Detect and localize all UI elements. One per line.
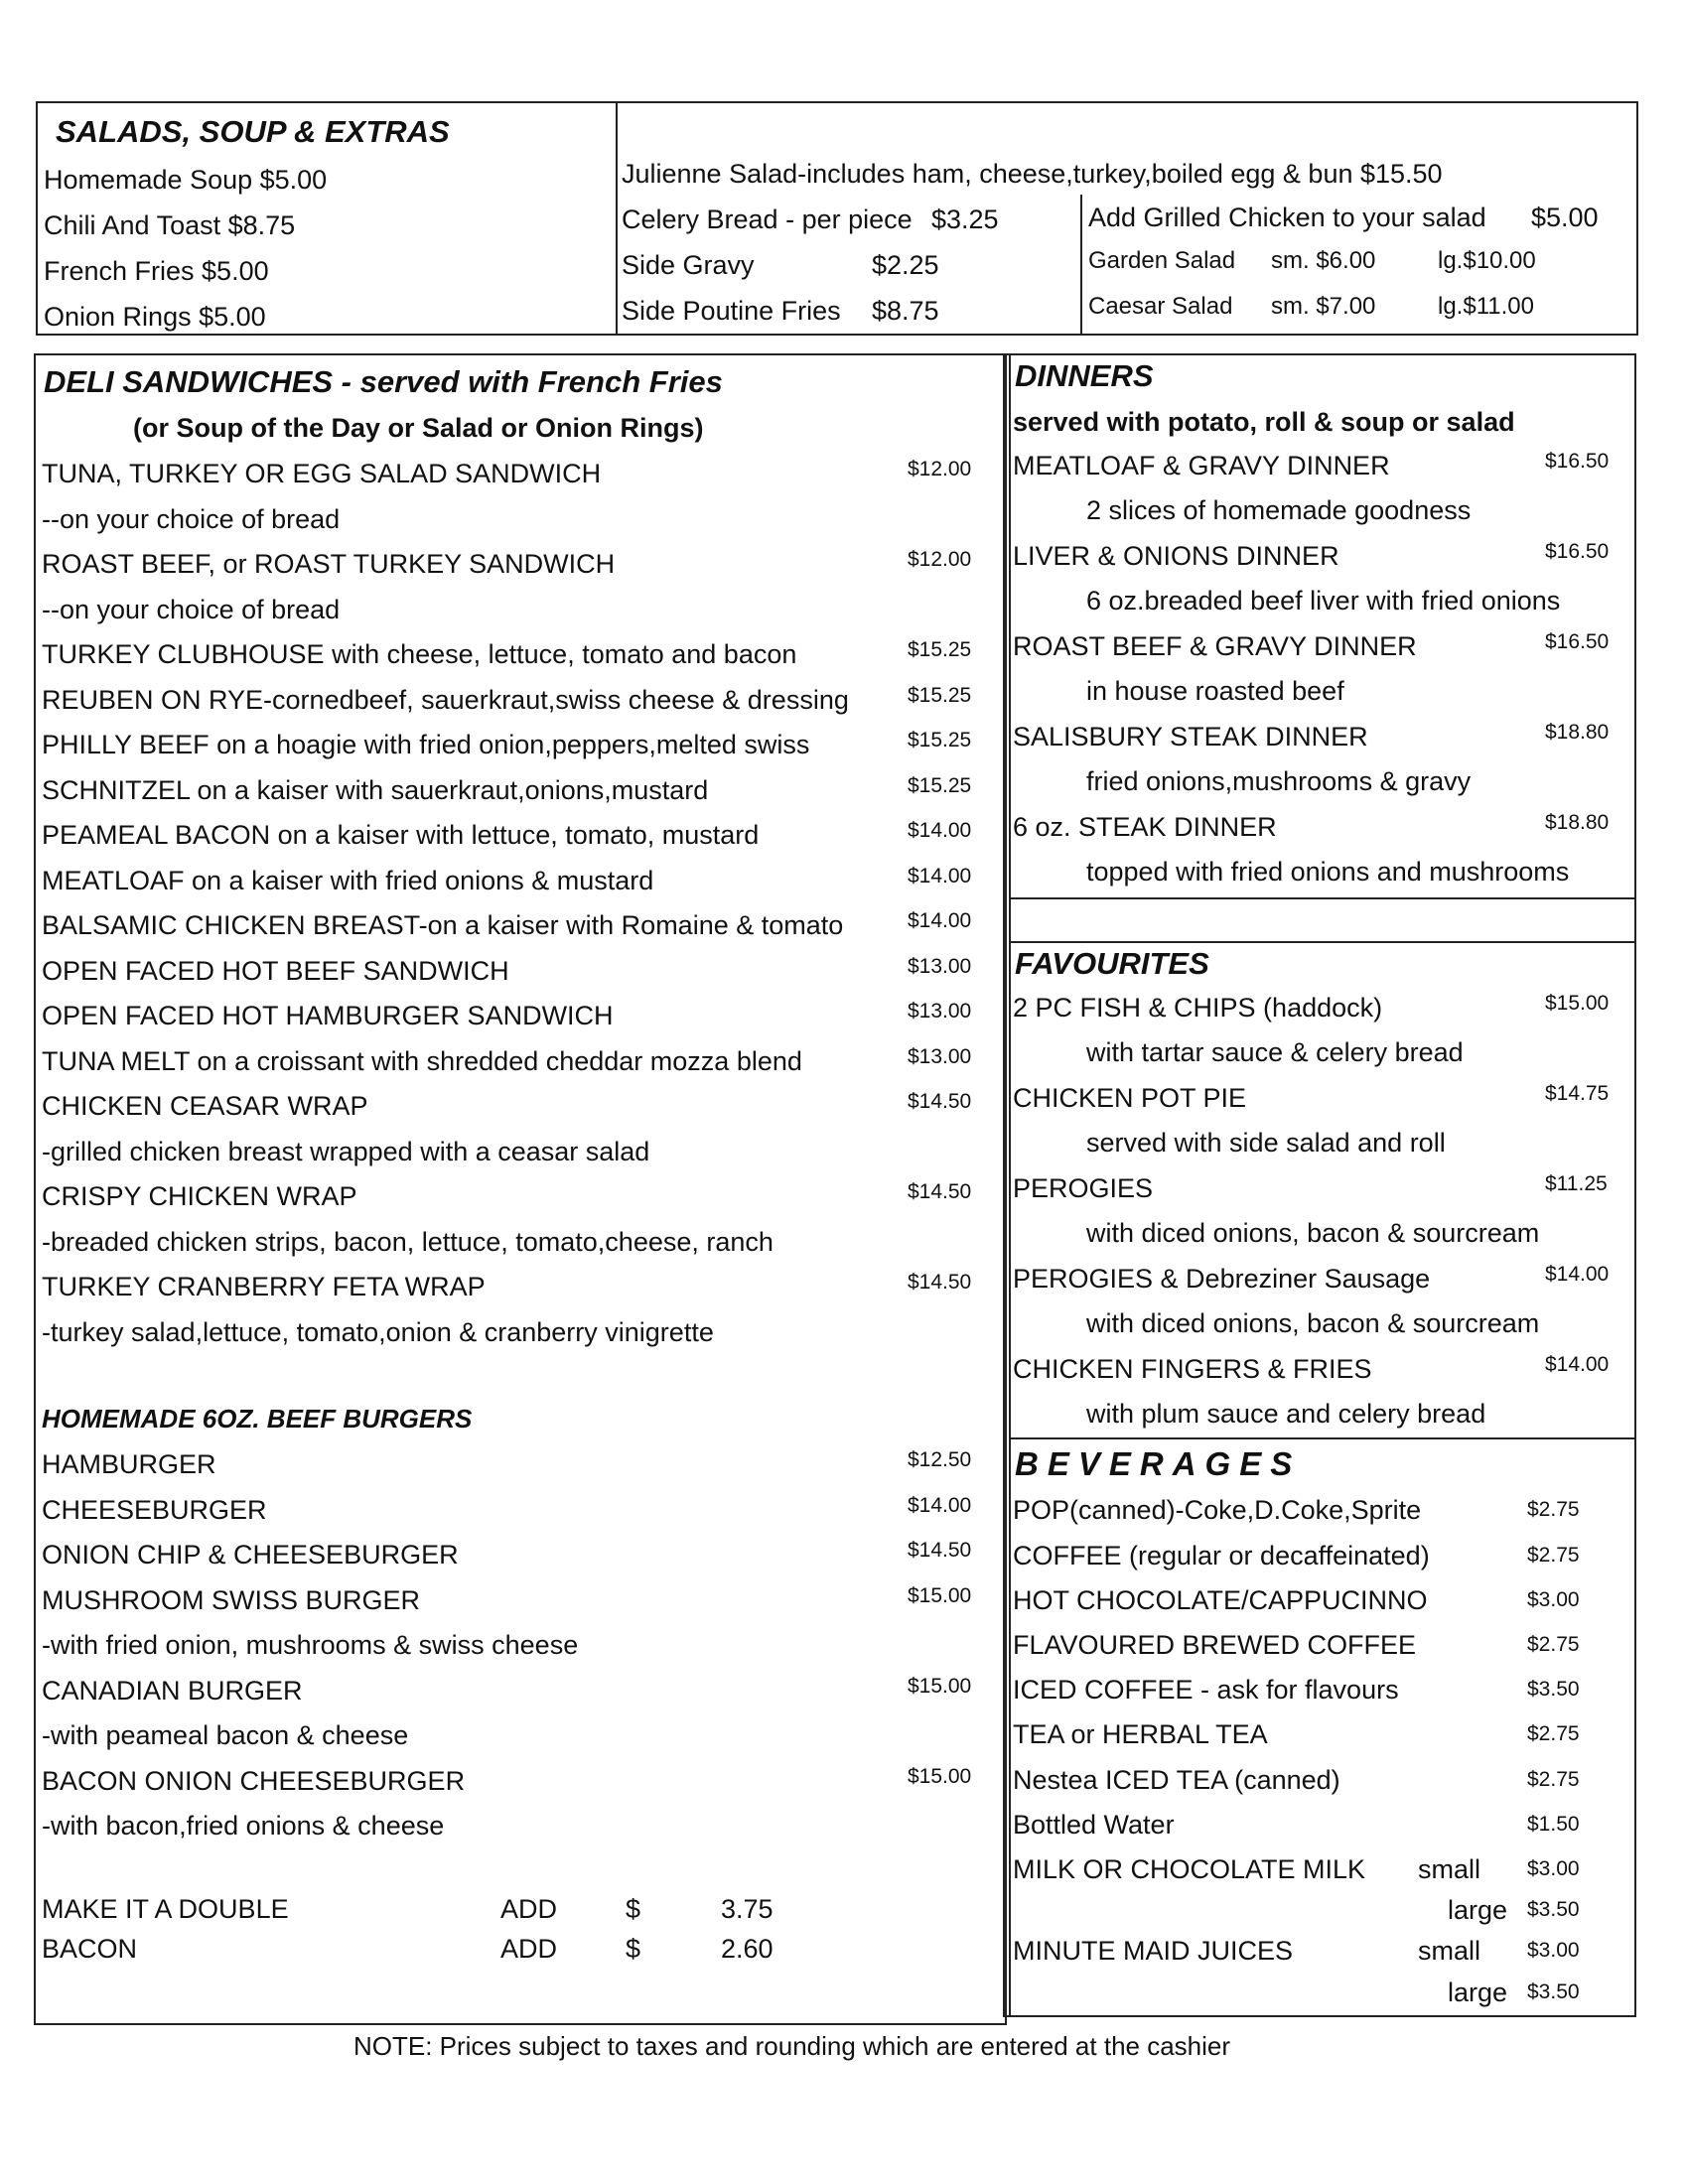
sandwich-price: $15.25 (908, 683, 972, 707)
burger-price: $14.00 (908, 1493, 972, 1517)
sandwich-description: -breaded chicken strips, bacon, lettuce, tomato,cheese, ranch (42, 1226, 774, 1257)
burger-name: BACON ONION CHEESEBURGER (42, 1765, 466, 1796)
sandwich-price: $14.00 (908, 864, 972, 887)
beverage-size: small (1418, 1936, 1481, 1966)
salad-row-large-price: lg.$11.00 (1438, 293, 1534, 320)
addon-add-label: ADD (500, 1934, 558, 1964)
favourite-price: $15.00 (1545, 992, 1610, 1015)
salad-extra-item: Chili And Toast $8.75 (44, 210, 296, 240)
salad-row-name: Caesar Salad (1088, 293, 1233, 320)
beverage-name: COFFEE (regular or decaffeinated) (1013, 1541, 1430, 1570)
beverage-name: Nestea ICED TEA (canned) (1013, 1765, 1340, 1795)
sandwich-price: $14.50 (908, 1271, 972, 1294)
beverage-price: $3.00 (1527, 1939, 1580, 1962)
dinner-price: $16.50 (1545, 630, 1610, 653)
beverage-name: MILK OR CHOCOLATE MILK (1013, 1854, 1366, 1884)
beverage-price: $2.75 (1527, 1498, 1580, 1521)
sandwich-description: --on your choice of bread (42, 594, 341, 624)
addon-name: MAKE IT A DOUBLE (42, 1894, 289, 1924)
beverage-name: ICED COFFEE - ask for flavours (1013, 1675, 1399, 1705)
sandwich-description: -grilled chicken breast wrapped with a ceasar salad (42, 1136, 650, 1166)
burger-name: CHEESEBURGER (42, 1494, 267, 1525)
addon-amount: 3.75 (721, 1894, 774, 1924)
dinners-subtitle: served with potato, roll & soup or salad (1013, 407, 1515, 437)
beverage-price: $3.00 (1527, 1588, 1580, 1611)
sandwich-name: PHILLY BEEF on a hoagie with fried onion,peppers,melted swiss (42, 730, 810, 759)
beverage-price: $1.50 (1527, 1813, 1580, 1836)
julienne-salad: Julienne Salad-includes ham, cheese,turkey,boiled egg & bun $15.50 (622, 159, 1443, 189)
burger-name: CANADIAN BURGER (42, 1675, 303, 1706)
dinner-name: 6 oz. STEAK DINNER (1013, 812, 1277, 842)
sandwich-name: CRISPY CHICKEN WRAP (42, 1181, 357, 1211)
beverage-price: $3.00 (1527, 1857, 1580, 1880)
favourites-top-rule (1009, 941, 1636, 943)
beverage-price: $3.50 (1527, 1980, 1580, 2003)
beverages-title: BEVERAGES (1015, 1445, 1302, 1482)
beverage-name: Bottled Water (1013, 1810, 1175, 1840)
right-box-inner-rule (1009, 353, 1011, 2017)
sandwich-name: TUNA, TURKEY OR EGG SALAD SANDWICH (42, 459, 602, 488)
burger-description: -with peameal bacon & cheese (42, 1720, 409, 1750)
dinners-title: DINNERS (1015, 358, 1154, 393)
dinner-description: 6 oz.breaded beef liver with fried onions (1086, 586, 1561, 615)
dinner-price: $16.50 (1545, 540, 1610, 563)
price-note: NOTE: Prices subject to taxes and rounding which are entered at the cashier (353, 2031, 1231, 2061)
sandwich-price: $13.00 (908, 954, 972, 978)
sandwich-price: $14.00 (908, 819, 972, 842)
sandwich-name: BALSAMIC CHICKEN BREAST-on a kaiser with Romaine & tomato (42, 910, 844, 940)
sandwich-name: MEATLOAF on a kaiser with fried onions & mustard (42, 865, 654, 895)
sandwich-name: OPEN FACED HOT BEEF SANDWICH (42, 955, 509, 986)
favourite-price: $14.00 (1545, 1353, 1610, 1376)
beverage-price: $2.75 (1527, 1633, 1580, 1656)
sandwich-price: $14.00 (908, 909, 972, 932)
favourite-description: served with side salad and roll (1086, 1128, 1446, 1158)
dinner-price: $18.80 (1545, 811, 1610, 834)
favourite-name: CHICKEN FINGERS & FRIES (1013, 1354, 1372, 1384)
favourite-name: CHICKEN POT PIE (1013, 1083, 1247, 1113)
sandwich-price: $12.00 (908, 548, 972, 571)
salad-extra-item: Onion Rings $5.00 (44, 302, 266, 332)
dinner-name: ROAST BEEF & GRAVY DINNER (1013, 631, 1417, 661)
favourite-description: with tartar sauce & celery bread (1086, 1037, 1464, 1067)
sandwich-price: $15.25 (908, 638, 972, 661)
burger-price: $12.50 (908, 1448, 972, 1471)
favourite-name: PEROGIES (1013, 1173, 1154, 1203)
beverage-size: large (1448, 1895, 1508, 1925)
sandwich-name: TURKEY CRANBERRY FETA WRAP (42, 1272, 486, 1301)
addon-amount: 2.60 (721, 1934, 774, 1964)
burger-price: $15.00 (908, 1583, 972, 1607)
burger-price: $15.00 (908, 1764, 972, 1788)
salads-divider-1 (616, 101, 618, 336)
favourite-description: with diced onions, bacon & sourcream (1086, 1308, 1540, 1338)
grilled-chicken-name: Add Grilled Chicken to your salad (1088, 203, 1486, 232)
burger-price: $14.50 (908, 1539, 972, 1562)
burger-name: MUSHROOM SWISS BURGER (42, 1584, 421, 1615)
salad-row-small-price: sm. $6.00 (1271, 247, 1376, 274)
sandwich-price: $14.50 (908, 1090, 972, 1113)
favourite-price: $14.75 (1545, 1082, 1610, 1105)
beverage-size: large (1448, 1978, 1508, 2007)
beverage-name: FLAVOURED BREWED COFFEE (1013, 1630, 1417, 1660)
dinner-name: LIVER & ONIONS DINNER (1013, 541, 1339, 571)
sandwich-name: SCHNITZEL on a kaiser with sauerkraut,onions,mustard (42, 774, 709, 805)
sandwich-name: CHICKEN CEASAR WRAP (42, 1091, 368, 1121)
extra-item-price: $8.75 (872, 296, 939, 326)
beverage-price: $2.75 (1527, 1722, 1580, 1745)
sandwich-description: --on your choice of bread (42, 503, 341, 534)
beverage-name: HOT CHOCOLATE/CAPPUCINNO (1013, 1585, 1428, 1615)
dinner-description: in house roasted beef (1086, 676, 1344, 706)
sandwich-price: $12.00 (908, 458, 972, 480)
salad-row-name: Garden Salad (1088, 247, 1236, 274)
burger-price: $15.00 (908, 1674, 972, 1698)
dinner-name: SALISBURY STEAK DINNER (1013, 722, 1368, 751)
addon-currency: $ (626, 1934, 641, 1964)
sandwich-name: TUNA MELT on a croissant with shredded cheddar mozza blend (42, 1045, 802, 1076)
dinner-name: MEATLOAF & GRAVY DINNER (1013, 451, 1390, 480)
beverage-name: MINUTE MAID JUICES (1013, 1936, 1294, 1966)
sandwich-name: TURKEY CLUBHOUSE with cheese, lettuce, tomato and bacon (42, 639, 797, 669)
burger-name: HAMBURGER (42, 1449, 216, 1479)
beverage-price: $2.75 (1527, 1544, 1580, 1567)
favourite-description: with plum sauce and celery bread (1086, 1399, 1486, 1429)
sandwich-price: $14.50 (908, 1180, 972, 1203)
salad-extra-item: Homemade Soup $5.00 (44, 165, 328, 195)
sandwich-name: PEAMEAL BACON on a kaiser with lettuce, tomato, mustard (42, 820, 760, 850)
beverage-name: POP(canned)-Coke,D.Coke,Sprite (1013, 1495, 1422, 1525)
beverage-name: TEA or HERBAL TEA (1013, 1719, 1268, 1749)
beverage-price: $3.50 (1527, 1678, 1580, 1701)
favourite-name: 2 PC FISH & CHIPS (haddock) (1013, 993, 1383, 1023)
beverage-size: small (1418, 1854, 1481, 1884)
dinner-description: fried onions,mushrooms & gravy (1086, 766, 1472, 796)
favourites-title: FAVOURITES (1015, 946, 1209, 981)
deli-title: DELI SANDWICHES - served with French Fries (44, 364, 723, 399)
sandwich-name: REUBEN ON RYE-cornedbeef, sauerkraut,swiss cheese & dressing (42, 684, 849, 715)
salad-row-large-price: lg.$10.00 (1438, 247, 1536, 274)
favourite-name: PEROGIES & Debreziner Sausage (1013, 1264, 1431, 1294)
addon-name: BACON (42, 1934, 138, 1964)
favourite-description: with diced onions, bacon & sourcream (1086, 1218, 1540, 1248)
burger-description: -with fried onion, mushrooms & swiss cheese (42, 1630, 579, 1660)
sandwich-name: OPEN FACED HOT HAMBURGER SANDWICH (42, 1001, 614, 1030)
extra-item-price: $2.25 (872, 250, 939, 280)
sandwich-price: $15.25 (908, 729, 972, 751)
extra-item-price: $3.25 (931, 205, 999, 234)
dinners-bottom-rule (1009, 897, 1636, 899)
extra-item-name: Side Poutine Fries (622, 296, 841, 326)
sandwich-price: $13.00 (908, 1000, 972, 1023)
sandwich-price: $13.00 (908, 1044, 972, 1068)
beverages-top-rule (1009, 1437, 1636, 1439)
addon-add-label: ADD (500, 1894, 558, 1924)
sandwich-name: ROAST BEEF, or ROAST TURKEY SANDWICH (42, 549, 616, 579)
salad-row-small-price: sm. $7.00 (1271, 293, 1376, 320)
extra-item-name: Side Gravy (622, 250, 755, 280)
dinner-price: $16.50 (1545, 450, 1610, 473)
dinner-price: $18.80 (1545, 721, 1610, 744)
favourite-price: $14.00 (1545, 1263, 1610, 1286)
salad-extra-item: French Fries $5.00 (44, 256, 269, 286)
sandwich-description: -turkey salad,lettuce, tomato,onion & cranberry vinigrette (42, 1316, 714, 1347)
extra-item-name: Celery Bread - per piece (622, 205, 913, 234)
dinner-description: 2 slices of homemade goodness (1086, 495, 1472, 525)
favourite-price: $11.25 (1545, 1172, 1608, 1195)
addon-currency: $ (626, 1894, 641, 1924)
sandwich-price: $15.25 (908, 773, 972, 797)
burgers-title: HOMEMADE 6OZ. BEEF BURGERS (42, 1404, 473, 1433)
burger-name: ONION CHIP & CHEESEBURGER (42, 1540, 459, 1570)
grilled-chicken-price: $5.00 (1531, 203, 1599, 232)
salads-title: SALADS, SOUP & EXTRAS (56, 114, 450, 149)
burger-description: -with bacon,fried onions & cheese (42, 1811, 445, 1841)
salads-divider-2 (1080, 195, 1082, 336)
dinner-description: topped with fried onions and mushrooms (1086, 857, 1570, 887)
deli-subtitle: (or Soup of the Day or Salad or Onion Rings) (133, 413, 704, 443)
beverage-price: $2.75 (1527, 1768, 1580, 1791)
beverage-price: $3.50 (1527, 1898, 1580, 1921)
